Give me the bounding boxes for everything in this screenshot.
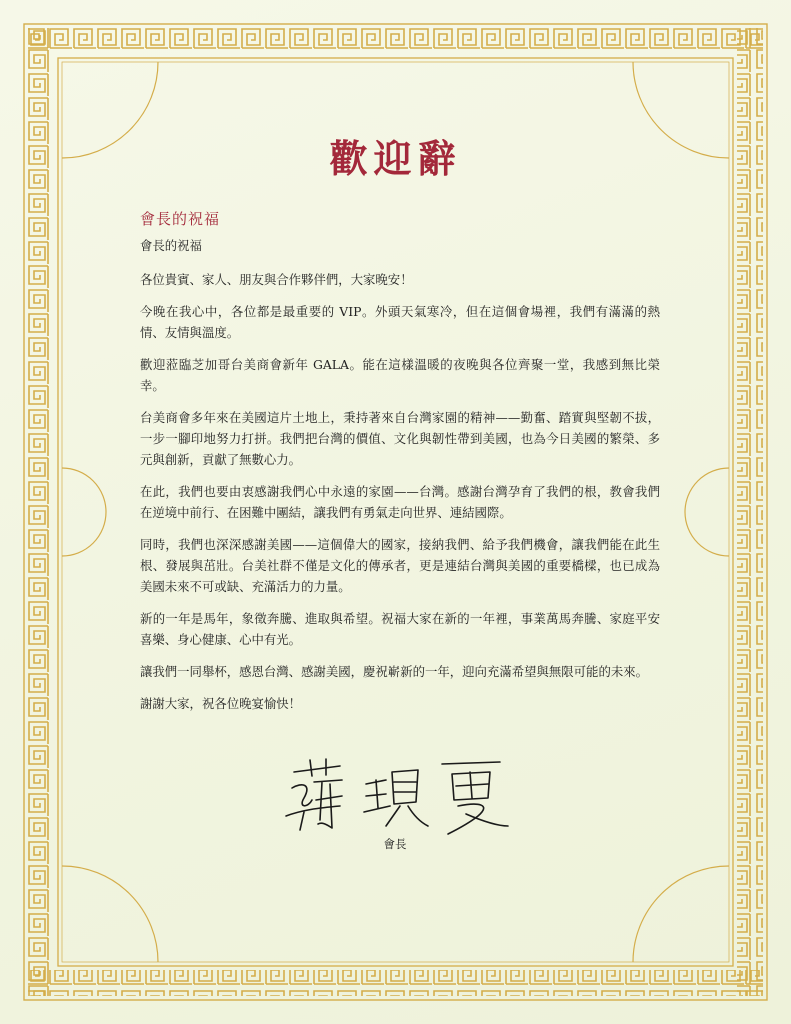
paragraph-horse-year: 新的一年是馬年，象徵奔騰、進取與希望。祝福大家在新的一年裡，事業萬馬奔騰、家庭平安喜樂、身心健康、心中有光。 [140,611,660,647]
handwritten-signature [282,758,512,838]
paragraph-america: 同時，我們也深深感謝美國——這個偉大的國家，接納我們、給予我們機會，讓我們能在此生根、發展與茁壯。台美社群不僅是文化的傳承者，更是連結台灣與美國的重要橋樑，也已成為美國未來不可或缺、充滿活力的力量。 [140,537,660,594]
letter-body [140,200,660,725]
paragraph-thanks: 謝謝大家，祝各位晚宴愉快！ [140,696,302,711]
signature-title: 會長 [383,837,407,851]
paragraph-vip: 今晚在我心中，各位都是最重要的 VIP。外頭天氣寒冷，但在這個會場裡，我們有滿滿的熱情、友情與溫度。 [140,304,660,340]
paragraph-welcome: 歡迎蒞臨芝加哥台美商會新年 GALA。能在這樣溫暖的夜晚與各位齊聚一堂，我感到無比榮幸。 [140,357,660,393]
letter-title: 歡迎辭 [329,136,462,181]
paragraph-toast: 讓我們一同舉杯，感恩台灣、感謝美國，慶祝嶄新的一年，迎向充滿希望與無限可能的未來。 [140,664,649,679]
paragraph-chamber: 台美商會多年來在美國這片土地上，秉持著來自台灣家園的精神——勤奮、踏實與堅韌不拔，一步一腳印地努力打拼。我們把台灣的價值、文化與韌性帶到美國，也為今日美國的繁榮、多元與創新，貢獻了無數心力。 [140,410,660,467]
paragraph-taiwan: 在此，我們也要由衷感謝我們心中永遠的家園——台灣。感謝台灣孕育了我們的根，教會我們在逆境中前行、在困難中團結，讓我們有勇氣走向世界、連結國際。 [140,484,660,520]
paragraph-greeting: 各位貴賓、家人、朋友與合作夥伴們，大家晚安！ [140,272,413,287]
section-heading: 會長的祝福 [140,210,221,228]
paragraph-subtitle: 會長的祝福 [140,238,202,253]
